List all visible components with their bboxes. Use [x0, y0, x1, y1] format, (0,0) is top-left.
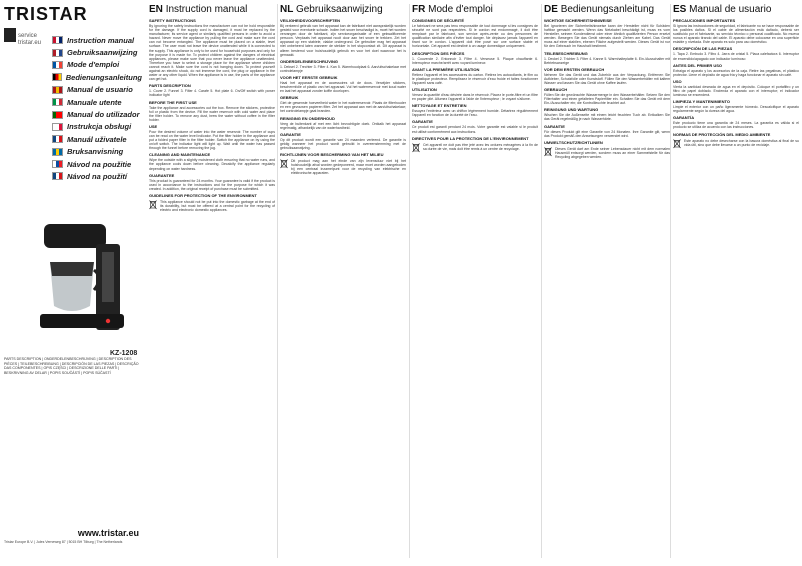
language-item	[52, 96, 142, 108]
section-heading: ANTES DEL PRIMER USO	[673, 62, 723, 68]
section-text: This appliance should not be put into the domestic garbage at the end of its durability, but must be offered at a central point for the recycling of electric and electronic domestic appliances.	[160, 199, 275, 213]
company-address: Tristar Europe B.V. | Jules Verneweg 87 | 5015 BH Tilburg | The Netherlands	[4, 540, 123, 544]
language-label: Bedienungsanleitung	[65, 72, 142, 82]
language-label: Gebruiksaanwijzing	[67, 48, 138, 58]
language-list	[52, 34, 142, 183]
section-heading: USE	[149, 123, 158, 129]
machine-top	[44, 224, 106, 248]
section-heading: RICHTLIJNEN VOOR BESCHERMING VAN HET MILIEU	[280, 151, 384, 157]
environment-block	[544, 147, 670, 159]
section-heading: GARANTIE	[280, 131, 301, 137]
section-text: Este aparato no debe desecharse con la basura doméstica al final de su vida útil, sino que debe llevarse a un punto de reciclaje.	[684, 138, 799, 147]
language-label: Manual do utilizador	[67, 110, 140, 120]
language-code: FR	[412, 4, 426, 15]
column-title	[280, 4, 406, 15]
section-text: Essuyez l'extérieur avec un chiffon légèrement humide. Détartrez régulièrement l'appareil en fonction de la dureté de l'eau.	[412, 109, 538, 118]
section-text: Ce produit est garanti pendant 24 mois. Votre garantie est valable si le produit est utilisé conformément aux instructions.	[412, 125, 538, 134]
section-heading: UTILISATION	[412, 87, 437, 93]
section-text: Versez la quantité d'eau désirée dans le réservoir. Placez le porte-filtre et un filtre en papier plié. Allumez l'appareil à l'aide de l'interrupteur ; le voyant s'allume.	[412, 93, 538, 102]
section-heading: DESCRIPTION DES PIÈCES	[412, 50, 465, 56]
flag-icon	[52, 172, 63, 180]
language-code: NL	[280, 4, 294, 15]
section-heading: GEBRUIK	[280, 95, 299, 101]
manual-column-fr	[412, 4, 538, 562]
language-item	[52, 146, 142, 158]
section-heading: VEILIGHEIDSVOORSCHRIFTEN	[280, 18, 341, 23]
manual-title: Gebruiksaanwijzing	[295, 4, 383, 15]
section-heading: GEBRAUCH	[544, 87, 568, 93]
environment-block	[412, 143, 538, 153]
language-item	[52, 108, 142, 120]
section-heading: GUIDELINES FOR PROTECTION OF THE ENVIRONMENT	[149, 192, 257, 198]
section-text: 1. Deckel 2. Trichter 3. Filter 4. Kanne 5. Warmhalteplatte 6. Ein-/Ausschalter mit Betriebsanzeige	[544, 56, 670, 65]
section-heading: REINIGING EN ONDERHOUD	[280, 115, 335, 121]
power-indicator-icon	[106, 319, 110, 323]
flag-icon	[52, 160, 63, 168]
language-label: Návod na použitie	[67, 159, 132, 169]
column-divider	[409, 4, 410, 558]
manual-column-es	[673, 4, 799, 562]
section-heading: TEILEBESCHREIBUNG	[544, 50, 588, 56]
language-code: DE	[544, 4, 558, 15]
coffee-maker-illustration	[10, 218, 140, 338]
language-item	[52, 84, 142, 96]
section-heading: PRECAUCIONES IMPORTANTES	[673, 18, 736, 23]
flag-icon	[52, 61, 63, 69]
section-heading: DIRECTIVES POUR LA PROTECTION DE L'ENVIRONNEMENT	[412, 135, 529, 141]
section-heading: SAFETY INSTRUCTIONS	[149, 18, 196, 23]
crossed-bin-icon	[673, 139, 681, 149]
language-item	[52, 34, 142, 46]
section-text: Pour the desired volume of water into the water reservoir. The number of cups can be read on the water level indicator. Put the filter holder in the appliance and put a folded paper filter in the filter holder. Switch the appliance on by using the on/off switch. The indicator light will light up. Wait until the water has passed through the funnel before removing the jug.	[149, 129, 275, 151]
language-code: ES	[673, 4, 687, 15]
section-heading: BEFORE THE FIRST USE	[149, 99, 197, 105]
flag-icon	[52, 49, 63, 57]
section-heading: GARANTÍA	[673, 115, 695, 121]
environment-block	[280, 159, 406, 175]
language-item	[52, 46, 142, 58]
language-label: Manuale utente	[67, 97, 122, 107]
manual-title: Instruction manual	[165, 4, 248, 15]
section-heading: LIMPIEZA Y MANTENIMIENTO	[673, 99, 730, 105]
parts-description-heading: PARTS DESCRIPTION | ONDERDELENBESCHRIJVING | DESCRIPTION DES PIÈCES | TEILEBESCHREIBUNG | DESCRIPCIÓN DE LAS PIEZAS | DESCRIÇÃO DAS COMPONENTES | OPIS CZĘŚCI | DESCRIZIONE DELLE PARTI | BESKRIVNING AV DELAR | POPIS SOUČÁSTÍ | POPIS SÚČASTÍ	[4, 357, 139, 375]
flag-icon	[52, 86, 63, 94]
language-item	[52, 158, 142, 170]
manual-title: Bedienungsanleitung	[560, 4, 655, 15]
flag-icon	[52, 98, 63, 106]
section-text: Haal het apparaat en de accessoires uit de doos. Verwijder stickers, beschermfolie of plastic van het apparaat. Vul het waterreservoir met koud water en laat het apparaat zonder koffie doorlopen.	[280, 80, 406, 94]
section-text: By ignoring the safety instructions the manufacturer can not be hold responsible for the damage. If the supply cord is damaged, it must be replaced by the manufacturer, its service agent or similarly qualified persons in order to avoid a hazard. Never move the appliance by pulling the cord and make sure the cord can not become entangled. The appliance must be placed on a stable, level surface. The user must not leave the device unattended while it is connected to the supply. This appliance is only to be used for household purposes and only for the purpose it is made for. To protect children against the dangers of electrical appliances, please make sure that you never leave the appliance unattended. Therefore you have to select a storage place for the appliance where children cannot reach it. Make sure the cord is not hanging down. To protect yourself against an electric shock, do not immerse the cord, the plug or appliance in the water or any other liquid. When the appliance is in use, the parts of the appliance can get hot.	[149, 24, 275, 82]
water-level-window	[102, 252, 114, 302]
brand-tagline: service tristar.eu	[18, 33, 42, 46]
column-title	[412, 4, 538, 15]
language-label: Mode d'emploi	[67, 60, 120, 70]
section-text: Vierta la cantidad deseada de agua en el depósito. Coloque el portafiltro y un filtro de papel doblado. Encienda el aparato con el interruptor; el indicador luminoso se encenderá.	[673, 84, 799, 98]
service-badge-icon	[4, 28, 16, 42]
column-title	[544, 4, 670, 15]
flag-icon	[52, 36, 63, 44]
section-text: Veeg de buitenkant af met een licht bevochtigde doek. Ontkalk het apparaat regelmatig, afhankelijk van de waterhardheid.	[280, 121, 406, 130]
section-heading: VOR DEM ERSTEN GEBRAUCH	[544, 66, 605, 72]
section-text: Bei Ignorieren der Sicherheitshinweise kann der Hersteller nicht für Schäden haftbar gemacht werden. Wenn das Netzkabel beschädigt ist, muss es vom Hersteller, seinem Kundendienst oder einer ähnlich qualifizierten Person ersetzt werden. Bewegen Sie das Gerät niemals durch Ziehen am Kabel. Das Gerät muss auf einer stabilen, ebenen Fläche aufgestellt werden. Dieses Gerät ist nur für den Gebrauch im Haushalt bestimmt.	[544, 24, 670, 49]
language-label: Instruction manual	[67, 35, 135, 45]
column-divider	[277, 4, 278, 558]
section-heading: CLEANING AND MAINTENANCE	[149, 152, 211, 158]
language-item	[52, 133, 142, 145]
section-text: Limpie el exterior con un paño ligeramente húmedo. Descalcifique el aparato regularmente según la dureza del agua.	[673, 105, 799, 114]
crossed-bin-icon	[412, 143, 420, 153]
section-heading: VOOR HET EERSTE GEBRUIK	[280, 74, 338, 80]
language-label: Instrukcja obsługi	[67, 122, 132, 132]
section-heading: DESCRIPCIÓN DE LAS PIEZAS	[673, 46, 733, 52]
section-heading: GARANTIE	[544, 123, 565, 129]
carafe-lid	[50, 262, 94, 276]
language-item	[52, 121, 142, 133]
manual-title: Manual de usuario	[689, 4, 772, 15]
section-heading: USO	[673, 78, 682, 84]
section-text: Bij verkeerd gebruik van het apparaat kan de fabrikant niet aansprakelijk worden gesteld voor eventuele schade. Indien het snoer beschadigd is, moet het worden vervangen door de fabrikant, zijn serviceorganisatie of een gekwalificeerde persoon. Verplaats het apparaat nooit door aan het snoer te trekken. Zet het apparaat op een stabiele, vlakke ondergrond. De gebruiker mag het apparaat niet onbeheerd laten wanneer de stekker in het stopcontact zit. Dit apparaat is alleen bestemd voor huishoudelijk gebruik en voor het doel waarvoor het is gemaakt.	[280, 24, 406, 57]
section-text: 1. Tapa 2. Embudo 3. Filtro 4. Jarra de cristal 5. Placa calefactora 6. Interruptor de encendido/apagado con indicador luminoso	[673, 52, 799, 61]
crossed-bin-icon	[149, 200, 157, 210]
language-code: EN	[149, 4, 163, 15]
environment-block	[673, 139, 799, 149]
column-divider	[670, 4, 671, 558]
section-heading: UMWELTSCHUTZRICHTLINIEN	[544, 139, 603, 145]
section-text: Le fabricant ne sera pas tenu responsable de tout dommage si les consignes de sécurité ne sont pas respectées. Si le cordon est endommagé, il doit être remplacé par le fabricant, son service après-vente ou des personnes de qualification similaire afin d'éviter tout danger. Ne déplacez jamais l'appareil en tirant sur le cordon. L'appareil doit être posé sur une surface stable et horizontale. Cet appareil est destiné à un usage domestique uniquement.	[412, 24, 538, 49]
section-heading: GUARANTEE	[149, 172, 175, 178]
cover-sidebar	[0, 0, 145, 566]
section-text: 1. Couvercle 2. Entonnoir 3. Filtre 4. Verseuse 5. Plaque chauffante 6. Interrupteur marche/arrêt avec voyant lumineux	[412, 56, 538, 65]
column-divider	[541, 4, 542, 558]
website-url[interactable]: www.tristar.eu	[77, 528, 139, 538]
section-heading: NORMAS DE PROTECCIÓN DEL MEDIO AMBIENTE	[673, 131, 771, 137]
language-label: Manual de usuario	[67, 85, 133, 95]
crossed-bin-icon	[280, 159, 288, 169]
section-heading: WICHTIGE SICHERHEITSHINWEISE	[544, 18, 612, 23]
language-item	[52, 170, 142, 182]
language-label: Bruksanvisning	[67, 147, 124, 157]
section-text: Retirez l'appareil et les accessoires du carton. Retirez les autocollants, le film ou le plastique protecteur. Remplissez le réservoir d'eau froide et faites fonctionner l'appareil sans café.	[412, 72, 538, 85]
section-heading: ONDERDELENBESCHRIJVING	[280, 58, 339, 64]
section-text: Este producto tiene una garantía de 24 meses. La garantía es válida si el producto se utiliza de acuerdo con las instrucciones.	[673, 121, 799, 130]
section-heading: NETTOYAGE ET ENTRETIEN	[412, 103, 467, 109]
section-text: Op dit product wordt een garantie van 24 maanden verleend. De garantie is geldig wanneer het product wordt gebruikt in overeenstemming met de gebruiksaanwijzing.	[280, 137, 406, 150]
section-text: Dit product mag aan het einde van zijn levensduur niet bij het huishoudelijk afval worden gedeponeerd, maar moet worden aangeboden bij een centraal inzamelpunt voor de recycling van elektrische en elektronische apparaten.	[291, 158, 406, 176]
manual-column-de	[544, 4, 670, 562]
section-text: Dieses Gerät darf am Ende seiner Lebensdauer nicht mit dem normalen Hausmüll entsorgt werden, sondern muss an einer Sammelstelle für das Recycling abgegeben werden.	[555, 146, 670, 159]
section-text: Für dieses Produkt gilt eine Garantie von 24 Monaten. Ihre Garantie gilt, wenn das Produkt gemäß den Anweisungen verwendet wird.	[544, 129, 670, 138]
language-label: Návod na použití	[67, 171, 127, 181]
language-item	[52, 71, 142, 83]
section-text: Wischen Sie die Außenseite mit einem leicht feuchten Tuch ab. Entkalken Sie das Gerät regelmäßig je nach Wasserhärte.	[544, 113, 670, 122]
section-text: Füllen Sie die gewünschte Wassermenge in den Wasserbehälter. Setzen Sie den Filterhalter und einen gefalteten Papierfilter ein. Schalten Sie das Gerät mit dem Ein-/Ausschalter ein; die Kontrollleuchte leuchtet auf.	[544, 93, 670, 106]
flag-icon	[52, 148, 63, 156]
environment-block	[149, 200, 275, 212]
section-heading: AVANT LA PREMIÈRE UTILISATION	[412, 66, 480, 72]
flag-icon	[52, 135, 63, 143]
manual-title: Mode d'emploi	[428, 4, 493, 15]
section-text: 1. Deksel 2. Trechter 3. Filter 4. Kan 5. Warmhoudplaat 6. Aan/uitschakelaar met controlelampje	[280, 64, 406, 73]
section-text: Wipe the outside with a slightly moistened cloth ensuring that no water runs, and the appliance cools down before cleaning. Decalcify the appliance regularly depending on water hardness.	[149, 158, 275, 171]
section-text: Nehmen Sie das Gerät und das Zubehör aus der Verpackung. Entfernen Sie Aufkleber, Schutzfolie oder Kunststoff. Füllen Sie den Wasserbehälter mit kaltem Wasser und lassen Sie das Gerät ohne Kaffee laufen.	[544, 72, 670, 85]
section-text: This product is guaranteed for 24 months. Your guarantee is valid if the product is used in accordance to the instructions and for the purpose for which it was created. In addition, the original receipt of purchase must be submitted.	[149, 178, 275, 191]
machine-base	[40, 314, 124, 328]
section-text: Si ignora las instrucciones de seguridad, el fabricante no se hace responsable de los posibles daños. Si el cable de alimentación está dañado, deberá ser sustituido por el fabricante, su servicio técnico o personal cualificado. No mueva nunca el aparato tirando del cable. El aparato debe colocarse en una superficie estable y nivelada. Este aparato es solo para uso doméstico.	[673, 24, 799, 45]
model-number: KZ-1208	[110, 350, 138, 357]
section-text: Giet de gewenste hoeveelheid water in het waterreservoir. Plaats de filterhouder en een gevouwen papieren filter. Zet het apparaat aan met de aan/uitschakelaar; het controlelampje gaat branden.	[280, 101, 406, 114]
section-text: Take the appliance and accessories out the box. Remove the stickers, protective foil or plastic from the device. Fill the water reservoir with cold water and place the filter holder. To remove any dust, brew the water without coffee in the filter holder.	[149, 105, 275, 122]
section-heading: REINIGUNG UND WARTUNG	[544, 107, 599, 113]
crossed-bin-icon	[544, 147, 552, 157]
section-heading: CONSIGNES DE SÉCURITÉ	[412, 18, 465, 23]
brand-logo: TRISTAR	[4, 4, 88, 24]
section-heading: PARTS DESCRIPTION	[149, 83, 191, 89]
section-text: Extraiga el aparato y los accesorios de la caja. Retire las pegatinas, el plástico protector. Llene el depósito de agua fría y haga funcionar el aparato sin café.	[673, 68, 799, 77]
language-item	[52, 59, 142, 71]
section-heading: GARANTIE	[412, 119, 433, 125]
manual-column-nl	[280, 4, 406, 562]
flag-icon	[52, 123, 63, 131]
section-text: 1. Cover 2. Funnel 3. Filter 4. Carafe 5. Hot plate 6. On/Off switch with power indicator light	[149, 89, 275, 98]
column-title	[673, 4, 799, 15]
section-text: Cet appareil ne doit pas être jeté avec les ordures ménagères à la fin de sa durée de vie, mais doit être remis à un centre de recyclage.	[423, 142, 538, 151]
column-title	[149, 4, 275, 15]
manual-column-en	[149, 4, 275, 562]
flag-icon	[52, 73, 62, 81]
language-label: Manuál uživatele	[67, 134, 127, 144]
flag-icon	[52, 111, 63, 119]
